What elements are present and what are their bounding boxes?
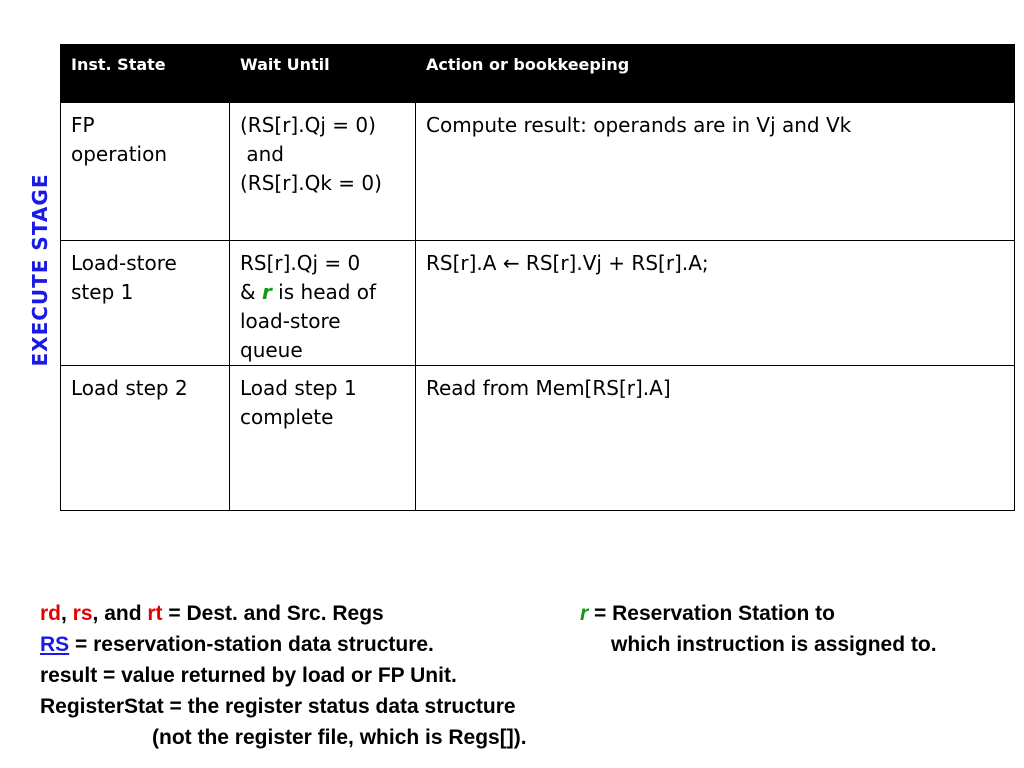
table-row — [61, 241, 1015, 366]
cell-text: (RS[r].Qj = 0) — [240, 113, 376, 137]
cell-wait-until — [230, 241, 416, 366]
cell-text: & — [240, 280, 262, 304]
note-registerstat: RegisterStat = the register status data structure — [40, 695, 516, 718]
cell-wait-until — [230, 366, 416, 511]
table-header-row — [61, 45, 1015, 103]
table-row — [61, 366, 1015, 511]
cell-text: queue — [240, 338, 303, 362]
header-inst-state: Inst. State — [61, 45, 230, 103]
reservation-r-text: r — [261, 280, 272, 304]
header-wait-until: Wait Until — [230, 45, 416, 103]
note-text: = Reservation Station to — [588, 602, 835, 625]
rt-term: rt — [147, 602, 163, 625]
execute-stage-table — [60, 44, 1015, 511]
note-register-file: (not the register file, which is Regs[]). — [152, 726, 527, 749]
cell-inst-state — [61, 241, 230, 366]
note-result: result = value returned by load or FP Unit. — [40, 664, 457, 687]
cell-text: load-store — [240, 309, 341, 333]
cell-text: and — [240, 142, 284, 166]
note-text: , — [61, 602, 73, 625]
r-term: r — [580, 602, 589, 625]
cell-text: step 1 — [71, 280, 134, 304]
cell-text: complete — [240, 405, 334, 429]
cell-text: RS[r].Qj = 0 — [240, 251, 361, 275]
cell-action — [416, 366, 1015, 511]
cell-action — [416, 241, 1015, 366]
cell-text: Read from Mem[RS[r].A] — [426, 376, 671, 400]
cell-text: is head of — [271, 280, 377, 304]
execute-stage-text: EXECUTE STAGE — [28, 173, 52, 367]
cell-inst-state — [61, 103, 230, 241]
rd-term: rd — [40, 602, 61, 625]
note-text: = reservation-station data structure. — [69, 633, 434, 656]
header-action: Action or bookkeeping — [416, 45, 1015, 103]
cell-text: Load step 1 — [240, 376, 357, 400]
cell-text: RS[r].A ← RS[r].Vj + RS[r].A; — [426, 251, 709, 275]
rs-link[interactable]: RS — [40, 633, 70, 656]
note-regs — [40, 598, 384, 629]
note-text: = Dest. and Src. Regs — [162, 602, 384, 625]
cell-text: (RS[r].Qk = 0) — [240, 171, 382, 195]
table-row — [61, 103, 1015, 241]
cell-text: Compute result: operands are in Vj and Vk — [426, 113, 852, 137]
cell-text-group — [240, 278, 415, 307]
cell-text: Load-store — [71, 251, 177, 275]
cell-inst-state — [61, 366, 230, 511]
note-text: , and — [92, 602, 148, 625]
cell-wait-until — [230, 103, 416, 241]
cell-text: FP — [71, 113, 95, 137]
note-rs — [40, 629, 434, 660]
cell-action — [416, 103, 1015, 241]
cell-text: Load step 2 — [71, 376, 188, 400]
note-assigned: which instruction is assigned to. — [611, 633, 937, 656]
note-reservation-station — [580, 598, 835, 629]
rs-term: rs — [72, 602, 93, 625]
cell-text: operation — [71, 142, 168, 166]
